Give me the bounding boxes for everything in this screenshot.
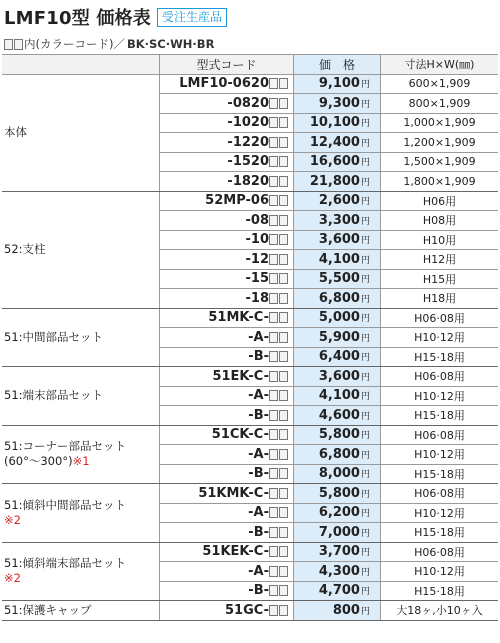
color-code-box-icon	[269, 527, 278, 538]
price-value: 4,100	[318, 251, 360, 267]
size-cell: H10·12用	[381, 503, 499, 523]
price-value: 5,500	[318, 271, 360, 287]
color-code-box-icon	[269, 98, 278, 109]
model-code: -1220	[227, 134, 269, 150]
color-code-box-icon	[269, 293, 278, 304]
price-cell	[294, 523, 381, 543]
size-cell: H06·08用	[381, 484, 499, 504]
yen-unit: 円	[360, 548, 370, 559]
model-code: -1820	[227, 173, 269, 189]
price-value: 4,600	[318, 407, 360, 423]
yen-unit: 円	[360, 138, 370, 149]
header-price: 価 格	[294, 55, 381, 75]
color-code-box-icon	[269, 156, 278, 167]
price-cell	[294, 308, 381, 328]
color-code-box-icon	[269, 605, 278, 616]
color-code-box-icon	[279, 234, 288, 245]
model-code: 51KMK-C-	[198, 485, 269, 501]
size-cell: H15·18用	[381, 581, 499, 601]
color-code-box-icon	[279, 312, 288, 323]
yen-unit: 円	[360, 470, 370, 481]
color-code-box-icon	[269, 410, 278, 421]
yen-unit: 円	[360, 567, 370, 578]
yen-unit: 円	[360, 119, 370, 130]
color-code-box-icon	[279, 449, 288, 460]
size-cell: H10·12用	[381, 328, 499, 348]
color-code-box-icon	[279, 585, 288, 596]
model-code: 51KEK-C-	[202, 544, 269, 560]
group-name-cell	[2, 601, 160, 621]
model-code: 51EK-C-	[212, 368, 269, 384]
color-code-box-icon	[269, 488, 278, 499]
group-note-mark: ※2	[4, 512, 21, 527]
price-value: 3,700	[318, 544, 360, 560]
yen-unit: 円	[360, 197, 370, 208]
color-code-box-icon	[279, 351, 288, 362]
model-code-cell	[160, 172, 294, 192]
color-code-box-icon	[269, 234, 278, 245]
color-code-box-icon	[269, 371, 278, 382]
price-value: 6,800	[318, 290, 360, 306]
color-code-box-icon	[279, 78, 288, 89]
model-code-cell	[160, 152, 294, 172]
color-code-box-icon	[279, 566, 288, 577]
size-cell: H10·12用	[381, 562, 499, 582]
color-code-box-icon	[269, 117, 278, 128]
model-code-cell	[160, 367, 294, 387]
price-cell	[294, 133, 381, 153]
model-code-cell	[160, 523, 294, 543]
size-cell: H15·18用	[381, 347, 499, 367]
model-code-cell	[160, 94, 294, 114]
color-code-box-icon	[269, 312, 278, 323]
model-code: -1020	[227, 115, 269, 131]
yen-unit: 円	[360, 372, 370, 383]
price-value: 800	[332, 602, 360, 618]
size-cell: H06·08用	[381, 542, 499, 562]
model-code-cell	[160, 211, 294, 231]
size-cell: 600×1,909	[381, 74, 499, 94]
size-cell: H15·18用	[381, 523, 499, 543]
model-code: 51MK-C-	[208, 310, 269, 326]
price-cell	[294, 601, 381, 621]
group-name-cell	[2, 367, 160, 426]
model-code-cell	[160, 601, 294, 621]
color-code-box-icon	[279, 176, 288, 187]
yen-unit: 円	[360, 489, 370, 500]
group-name-cell	[2, 191, 160, 308]
size-cell: H08用	[381, 211, 499, 231]
price-value: 3,600	[318, 232, 360, 248]
color-code-box-icon	[279, 195, 288, 206]
table-row	[2, 425, 498, 445]
model-code: 51CK-C-	[211, 427, 269, 443]
size-cell: 1,000×1,909	[381, 113, 499, 133]
price-value: 3,300	[318, 212, 360, 228]
color-code-box-icon	[269, 195, 278, 206]
color-code-box-icon	[279, 429, 288, 440]
model-code-cell	[160, 464, 294, 484]
color-code-box-icon	[279, 273, 288, 284]
model-code: -12	[245, 251, 269, 267]
color-code-box-icon	[279, 488, 288, 499]
yen-unit: 円	[360, 431, 370, 442]
yen-unit: 円	[360, 450, 370, 461]
model-code: 51GC-	[225, 602, 269, 618]
price-cell	[294, 74, 381, 94]
color-code-box-icon	[269, 546, 278, 557]
header-name-cell	[2, 55, 160, 75]
price-cell	[294, 152, 381, 172]
size-cell: H15·18用	[381, 406, 499, 426]
price-cell	[294, 94, 381, 114]
price-value: 5,800	[318, 485, 360, 501]
color-code-box-icon	[4, 39, 13, 50]
table-header-row	[2, 55, 498, 75]
price-cell	[294, 503, 381, 523]
color-code-box-icon	[269, 78, 278, 89]
color-code-box-icon	[279, 98, 288, 109]
price-cell	[294, 328, 381, 348]
model-code-cell	[160, 133, 294, 153]
legend-codes: BK·SC·WH·BR	[126, 37, 215, 51]
model-code: -A-	[248, 446, 269, 462]
group-name-cell	[2, 308, 160, 367]
color-code-box-icon	[279, 507, 288, 518]
size-cell: H06·08用	[381, 308, 499, 328]
color-code-box-icon	[279, 468, 288, 479]
header-size: 寸法H×W(㎜)	[381, 55, 499, 75]
group-name: 51:端末部品セット	[4, 388, 104, 403]
yen-unit: 円	[360, 255, 370, 266]
model-code-cell	[160, 308, 294, 328]
size-cell: H12用	[381, 250, 499, 270]
size-cell: H15用	[381, 269, 499, 289]
model-code: -0820	[227, 95, 269, 111]
size-cell: H06·08用	[381, 425, 499, 445]
color-code-box-icon	[279, 293, 288, 304]
size-cell: H10用	[381, 230, 499, 250]
color-code-box-icon	[269, 215, 278, 226]
color-code-box-icon	[269, 585, 278, 596]
color-code-box-icon	[14, 39, 23, 50]
color-code-box-icon	[279, 390, 288, 401]
price-cell	[294, 211, 381, 231]
price-value: 4,100	[318, 388, 360, 404]
price-cell	[294, 406, 381, 426]
yen-unit: 円	[360, 294, 370, 305]
yen-unit: 円	[360, 411, 370, 422]
yen-unit: 円	[360, 392, 370, 403]
color-code-box-icon	[279, 156, 288, 167]
price-value: 9,300	[318, 95, 360, 111]
model-code: -A-	[248, 388, 269, 404]
price-value: 9,100	[318, 76, 360, 92]
price-cell	[294, 289, 381, 309]
group-note-mark: ※2	[4, 571, 21, 586]
color-code-box-icon	[269, 566, 278, 577]
price-value: 5,800	[318, 427, 360, 443]
price-cell	[294, 269, 381, 289]
size-cell: H15·18用	[381, 464, 499, 484]
price-cell	[294, 562, 381, 582]
model-code-cell	[160, 503, 294, 523]
price-value: 5,900	[318, 329, 360, 345]
model-code: 52MP-06	[205, 193, 269, 209]
model-code: LMF10-0620	[179, 76, 269, 92]
size-cell: 1,800×1,909	[381, 172, 499, 192]
yen-unit: 円	[360, 587, 370, 598]
color-code-box-icon	[279, 254, 288, 265]
price-cell	[294, 581, 381, 601]
color-code-box-icon	[279, 137, 288, 148]
color-code-box-icon	[269, 390, 278, 401]
price-value: 4,700	[318, 583, 360, 599]
yen-unit: 円	[360, 333, 370, 344]
price-cell	[294, 250, 381, 270]
price-table	[2, 54, 498, 621]
yen-unit: 円	[360, 177, 370, 188]
size-cell: H18用	[381, 289, 499, 309]
color-code-box-icon	[269, 254, 278, 265]
model-code-cell	[160, 445, 294, 465]
color-code-box-icon	[269, 273, 278, 284]
yen-unit: 円	[360, 158, 370, 169]
price-cell	[294, 484, 381, 504]
group-name: 51:傾斜中間部品セット	[4, 497, 127, 512]
color-code-box-icon	[279, 410, 288, 421]
price-value: 16,600	[309, 154, 360, 170]
price-cell	[294, 172, 381, 192]
yen-unit: 円	[360, 275, 370, 286]
price-cell	[294, 347, 381, 367]
group-name: 51:傾斜端末部品セット	[4, 556, 127, 571]
model-code-cell	[160, 542, 294, 562]
price-cell	[294, 230, 381, 250]
table-row	[2, 308, 498, 328]
color-code-box-icon	[269, 429, 278, 440]
color-code-box-icon	[279, 527, 288, 538]
table-row	[2, 74, 498, 94]
price-value: 3,600	[318, 368, 360, 384]
model-code: -A-	[248, 329, 269, 345]
header	[4, 4, 227, 30]
model-code: -A-	[248, 505, 269, 521]
model-code: -15	[245, 271, 269, 287]
model-code: -A-	[248, 563, 269, 579]
price-cell	[294, 464, 381, 484]
color-code-box-icon	[269, 176, 278, 187]
model-code: -10	[245, 232, 269, 248]
yen-unit: 円	[360, 528, 370, 539]
yen-unit: 円	[360, 314, 370, 325]
price-cell	[294, 386, 381, 406]
model-code-cell	[160, 562, 294, 582]
price-value: 4,300	[318, 563, 360, 579]
made-to-order-badge: 受注生産品	[157, 8, 227, 27]
color-code-box-icon	[269, 449, 278, 460]
model-code-cell	[160, 406, 294, 426]
model-code: -B-	[248, 583, 269, 599]
yen-unit: 円	[360, 80, 370, 91]
size-cell: 大18ヶ,小10ヶ入	[381, 601, 499, 621]
price-value: 2,600	[318, 193, 360, 209]
model-code-cell	[160, 328, 294, 348]
size-cell: H10·12用	[381, 386, 499, 406]
size-cell: 1,200×1,909	[381, 133, 499, 153]
price-value: 6,200	[318, 505, 360, 521]
model-code-cell	[160, 425, 294, 445]
page-title: LMF10型 価格表	[4, 8, 151, 29]
model-code: -08	[245, 212, 269, 228]
model-code-cell	[160, 74, 294, 94]
yen-unit: 円	[360, 99, 370, 110]
model-code: -18	[245, 290, 269, 306]
size-cell: H06用	[381, 191, 499, 211]
color-code-box-icon	[279, 332, 288, 343]
model-code: -B-	[248, 349, 269, 365]
model-code-cell	[160, 191, 294, 211]
yen-unit: 円	[360, 216, 370, 227]
model-code: -B-	[248, 524, 269, 540]
group-name-sub: (60°～300°)	[4, 454, 73, 469]
group-name: 51:保護キャップ	[4, 602, 92, 617]
model-code: -B-	[248, 466, 269, 482]
price-cell	[294, 191, 381, 211]
table-body	[2, 74, 498, 620]
model-code-cell	[160, 269, 294, 289]
color-code-box-icon	[279, 546, 288, 557]
price-value: 7,000	[318, 524, 360, 540]
price-value: 21,800	[309, 173, 360, 189]
color-code-box-icon	[279, 605, 288, 616]
model-code-cell	[160, 289, 294, 309]
group-name: 51:コーナー部品セット	[4, 439, 127, 454]
model-code: -B-	[248, 407, 269, 423]
group-note-mark: ※1	[72, 454, 90, 469]
legend-prefix: 内(カラーコード)／	[24, 37, 125, 51]
group-name: 本体	[4, 125, 27, 139]
model-code-cell	[160, 386, 294, 406]
yen-unit: 円	[360, 353, 370, 364]
group-name: 51:中間部品セット	[4, 329, 104, 344]
yen-unit: 円	[360, 509, 370, 520]
color-code-box-icon	[269, 468, 278, 479]
model-code-cell	[160, 113, 294, 133]
price-cell	[294, 367, 381, 387]
color-code-box-icon	[269, 332, 278, 343]
model-code-cell	[160, 250, 294, 270]
table-row	[2, 484, 498, 504]
group-name-cell	[2, 542, 160, 601]
group-name: 52:支柱	[4, 242, 46, 256]
yen-unit: 円	[360, 606, 370, 617]
size-cell: H06·08用	[381, 367, 499, 387]
table-row	[2, 601, 498, 621]
price-cell	[294, 542, 381, 562]
price-cell	[294, 445, 381, 465]
price-value: 5,000	[318, 310, 360, 326]
color-code-box-icon	[279, 215, 288, 226]
price-value: 12,400	[309, 134, 360, 150]
yen-unit: 円	[360, 236, 370, 247]
price-cell	[294, 113, 381, 133]
size-cell: H10·12用	[381, 445, 499, 465]
group-name-cell	[2, 484, 160, 543]
model-code: -1520	[227, 154, 269, 170]
model-code-cell	[160, 230, 294, 250]
model-code-cell	[160, 347, 294, 367]
color-code-box-icon	[269, 507, 278, 518]
model-code-cell	[160, 484, 294, 504]
color-code-box-icon	[269, 351, 278, 362]
color-code-box-icon	[279, 117, 288, 128]
price-value: 6,400	[318, 349, 360, 365]
price-value: 8,000	[318, 466, 360, 482]
table-row	[2, 367, 498, 387]
color-code-box-icon	[279, 371, 288, 382]
header-code: 型式コード	[160, 55, 294, 75]
model-code-cell	[160, 581, 294, 601]
table-row	[2, 191, 498, 211]
price-value: 6,800	[318, 446, 360, 462]
color-code-box-icon	[269, 137, 278, 148]
table-row	[2, 542, 498, 562]
color-code-legend	[4, 36, 214, 52]
price-cell	[294, 425, 381, 445]
size-cell: 800×1,909	[381, 94, 499, 114]
group-name-cell	[2, 425, 160, 484]
price-value: 10,100	[309, 115, 360, 131]
group-name-cell	[2, 74, 160, 191]
size-cell: 1,500×1,909	[381, 152, 499, 172]
